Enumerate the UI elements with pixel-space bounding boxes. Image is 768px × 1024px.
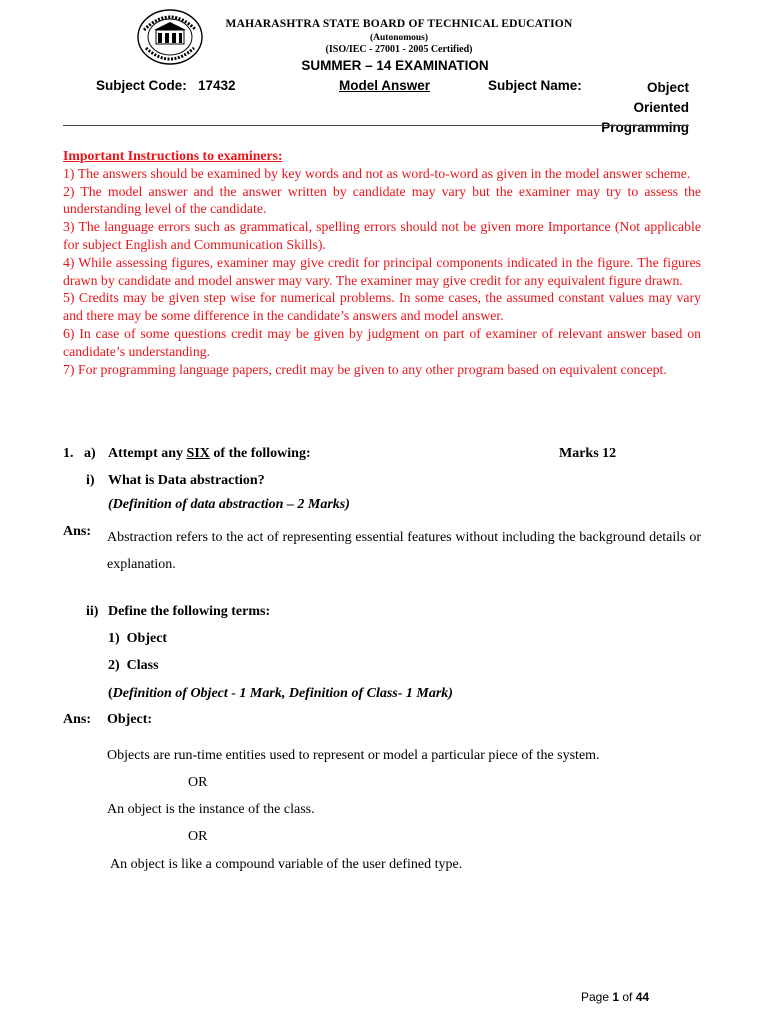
question-number: 1. <box>63 446 74 461</box>
question-title-post: of the following: <box>209 446 311 461</box>
page-of: of <box>619 990 636 1004</box>
page-current: 1 <box>612 990 620 1004</box>
question-title <box>108 446 311 462</box>
instruction-item: 5) Credits may be given step wise for numerical problems. In some cases, the assumed constant values may vary and there may be some difference in the candidate’s answers and model answer. <box>63 290 701 324</box>
or-separator: OR <box>188 775 208 790</box>
answer-label: Ans: <box>63 712 92 727</box>
header-divider <box>63 125 689 126</box>
answer-text: Abstraction refers to the act of representing essential features without including the background details or explanation. <box>107 530 701 572</box>
instruction-item: 7) For programming language papers, credit may be given to any other program based on equivalent concept. <box>63 361 667 377</box>
marking-scheme: (Definition of data abstraction – 2 Marks) <box>108 497 350 512</box>
exam-title: SUMMER – 14 EXAMINATION <box>301 58 489 73</box>
instruction-item: 6) In case of some questions credit may be given by judgment on part of examiner of relevant answer based on candidate’s understanding. <box>63 325 701 359</box>
question-part: a) <box>84 446 96 461</box>
model-answer-title: Model Answer <box>339 78 431 93</box>
answer-heading: Object: <box>107 712 153 727</box>
iso-certification: (ISO/IEC - 27001 - 2005 Certified) <box>325 44 473 55</box>
subquestion-number: i) <box>86 473 95 488</box>
instruction-item: 1) The answers should be examined by key words and not as word-to-word as given in the model answer scheme. <box>63 165 691 181</box>
instructions-heading: Important Instructions to examiners: <box>63 148 283 163</box>
page-total: 44 <box>635 990 650 1004</box>
object-definition: An object is the instance of the class. <box>107 802 315 817</box>
marking-scheme <box>108 686 453 702</box>
marking-scheme-paren: ( <box>108 686 113 701</box>
or-separator: OR <box>188 829 208 844</box>
subject-code-label: Subject Code: <box>96 78 187 93</box>
autonomous-label: (Autonomous) <box>369 33 429 43</box>
page-prefix: Page <box>581 990 613 1004</box>
board-name: MAHARASHTRA STATE BOARD OF TECHNICAL EDUCATION <box>225 18 573 30</box>
subquestion-title: Define the following terms: <box>108 604 271 619</box>
question-title-pre: Attempt any <box>108 446 187 461</box>
subquestion-number: ii) <box>86 604 99 619</box>
marking-scheme-text: Definition of Object - 1 Mark, Definition of Class- 1 Mark) <box>112 686 453 701</box>
instruction-item: 2) The model answer and the answer written by candidate may vary but the examiner may try to assess the understanding level of the candidate. <box>63 183 719 217</box>
answer-label: Ans: <box>63 524 92 539</box>
examiner-instructions <box>63 147 719 378</box>
object-definition: An object is like a compound variable of the user defined type. <box>110 857 463 872</box>
page-number <box>581 990 649 1004</box>
subject-code-value: 17432 <box>198 78 236 93</box>
subquestion-title: What is Data abstraction? <box>108 473 265 488</box>
instruction-item: 4) While assessing figures, examiner may give credit for principal components indicated in the figure. The figures drawn by candidate and model answer may vary. The examiner may give credit for any equivalent figure drawn. <box>63 254 701 288</box>
question-title-emphasis: SIX <box>186 446 210 461</box>
object-definition: Objects are run-time entities used to represent or model a particular piece of the system. <box>107 748 600 763</box>
term-item: 1) Object <box>108 631 168 646</box>
subject-name-label: Subject Name: <box>488 78 582 93</box>
term-item: 2) Class <box>108 658 159 673</box>
instruction-item: 3) The language errors such as grammatical, spelling errors should not be given more Importance (Not applicable for subject English and Communication Skills). <box>63 219 701 252</box>
subject-name-value: Object Oriented Programming <box>601 80 689 135</box>
question-marks: Marks 12 <box>559 446 617 461</box>
